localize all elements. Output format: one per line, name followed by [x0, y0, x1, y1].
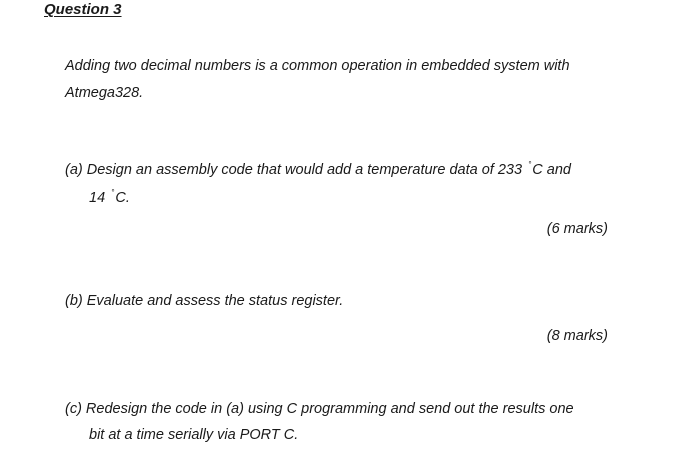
- question-title: Question 3: [44, 1, 122, 18]
- degree-symbol: °: [111, 188, 115, 197]
- part-a-marks: (6 marks): [546, 221, 608, 237]
- intro-line-1: Adding two decimal numbers is a common operation in embedded system with: [65, 58, 570, 74]
- part-b-marks: (8 marks): [546, 328, 608, 344]
- intro-line-2: Atmega328.: [65, 85, 144, 101]
- part-c-line-1: (c) Redesign the code in (a) using C programming and send out the results one: [65, 401, 574, 417]
- part-a-line-2: [89, 183, 130, 208]
- part-a-value: 14: [89, 190, 106, 206]
- part-a-unit: C.: [115, 190, 130, 206]
- part-a-text: (a) Design an assembly code that would add a temperature data of 233: [65, 162, 523, 178]
- part-b-line-1: (b) Evaluate and assess the status register.: [65, 293, 344, 309]
- part-a-unit: C and: [532, 162, 571, 178]
- part-a-line-1: [65, 155, 571, 180]
- degree-symbol: °: [528, 160, 532, 169]
- part-c-line-2: bit at a time serially via PORT C.: [89, 427, 299, 443]
